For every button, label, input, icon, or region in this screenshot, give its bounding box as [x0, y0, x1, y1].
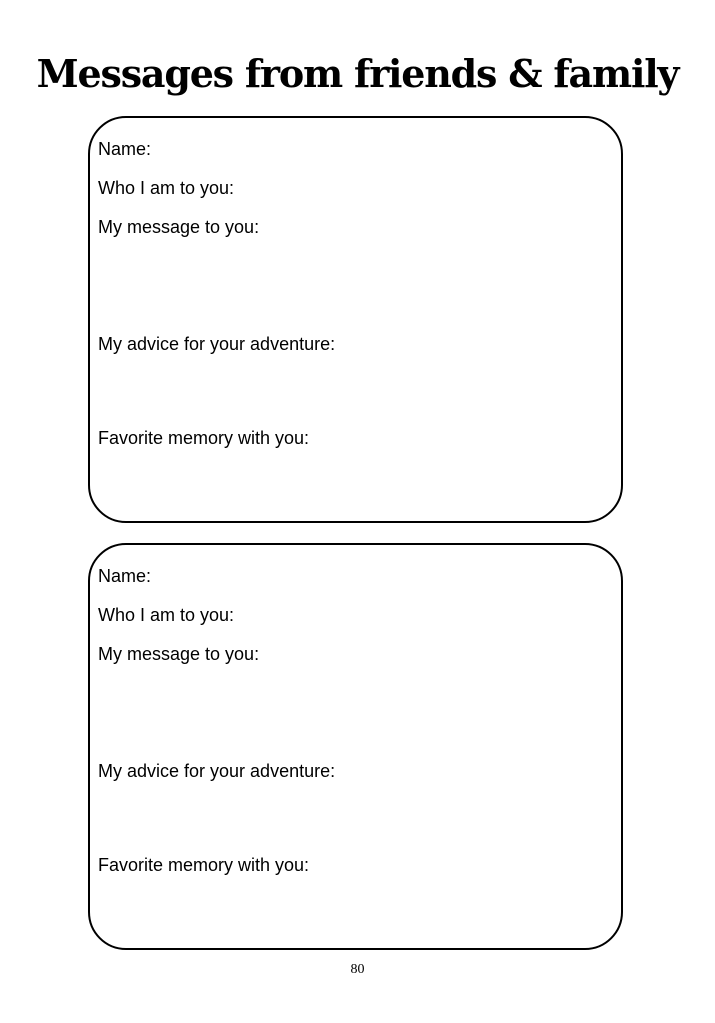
message-card — [88, 543, 623, 950]
memory-label: Favorite memory with you: — [98, 428, 310, 448]
page-number: 80 — [350, 962, 365, 977]
memory-label: Favorite memory with you: — [98, 855, 310, 875]
relationship-label: Who I am to you: — [98, 605, 235, 625]
advice-label: My advice for your adventure: — [98, 334, 336, 354]
message-label: My message to you: — [98, 644, 260, 664]
advice-label: My advice for your adventure: — [98, 761, 336, 781]
name-label: Name: — [98, 566, 152, 586]
message-card — [88, 116, 623, 523]
relationship-label: Who I am to you: — [98, 178, 235, 198]
name-label: Name: — [98, 139, 152, 159]
message-label: My message to you: — [98, 217, 260, 237]
page-title: Messages from friends & family — [36, 51, 679, 96]
